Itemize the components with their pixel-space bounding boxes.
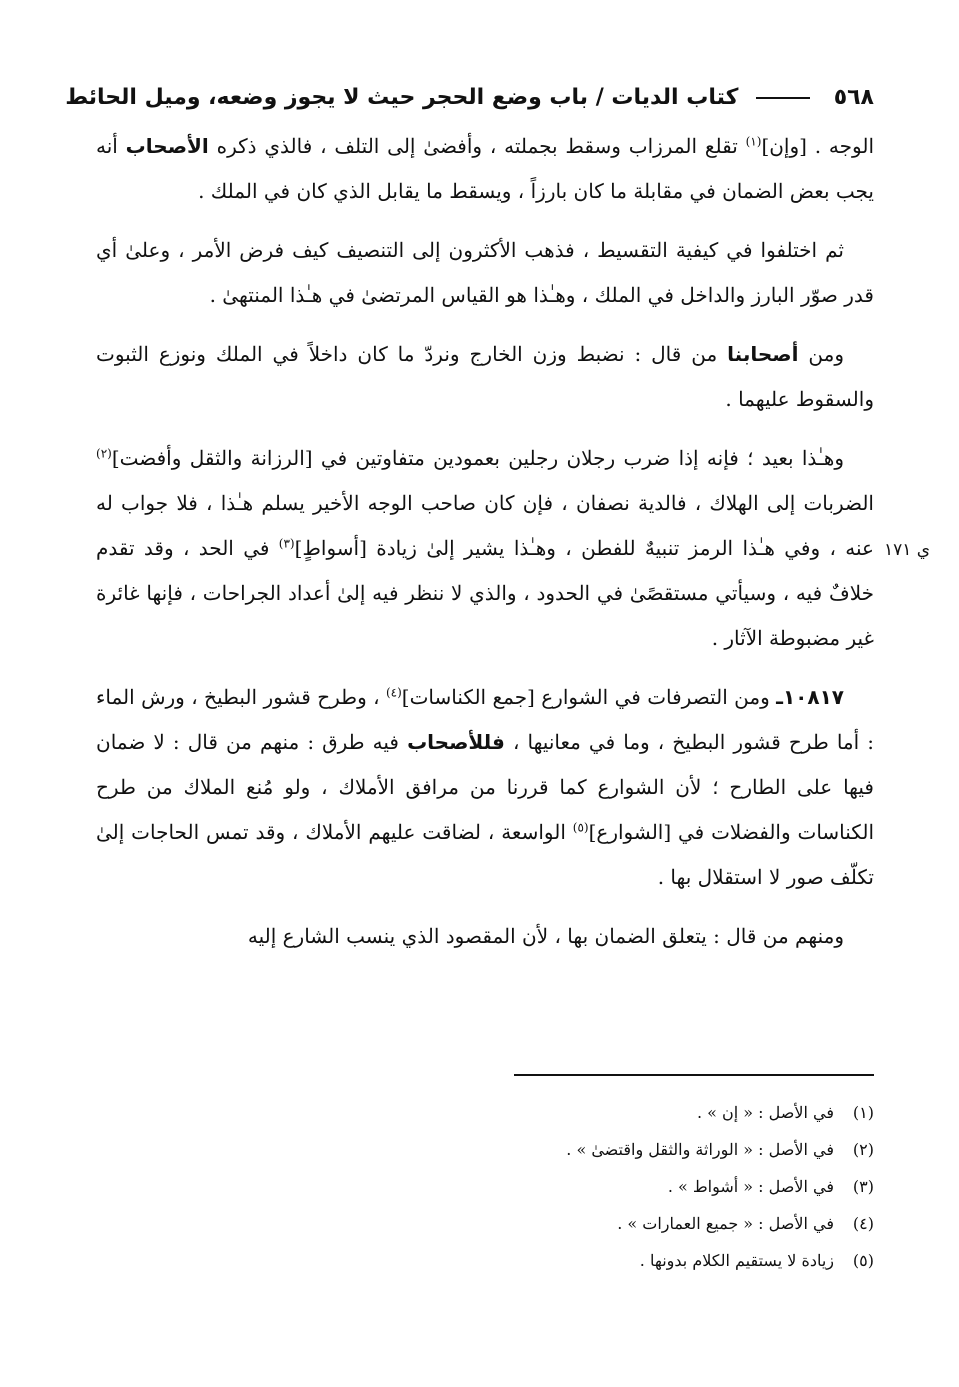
- running-title: كتاب الديات / باب وضع الحجر حيث لا يجوز وضعه، وميل الحائط: [65, 85, 739, 110]
- footnote-ref[interactable]: (٤): [385, 685, 402, 700]
- footnote-ref[interactable]: (٣): [278, 536, 295, 551]
- bold-term: الأصحاب: [125, 134, 209, 158]
- footnote-ref[interactable]: (٥): [572, 820, 589, 835]
- text-run: من قال : نضبط وزن الخارج ونردّ ما كان داخلاً في الملك ونوزع الثبوت والسقوط عليهما .: [96, 342, 874, 411]
- footnote-number: (٥): [852, 1251, 874, 1270]
- text-run: ثم اختلفوا في كيفية التقسيط ، فذهب الأكثرون إلى التنصيف كيف فرض الأمر ، وعلىٰ أي قدر صوّر البارز والداخل في الملك ، وهـٰذا هو القياس المرتضىٰ في هـٰذا المنتهىٰ .: [96, 238, 874, 307]
- bold-term: أصحابنا: [727, 342, 799, 366]
- footnotes: [300, 1094, 874, 1279]
- footnote-text: زيادة لا يستقيم الكلام بدونها .: [639, 1251, 834, 1270]
- footnote-item: [300, 1168, 874, 1205]
- paragraph-6: [96, 914, 874, 959]
- footnote-ref[interactable]: (١): [745, 134, 762, 149]
- footnote-number: (٤): [852, 1214, 874, 1233]
- footnote-separator: [514, 1074, 874, 1076]
- main-text: [96, 124, 874, 973]
- footnote-number: (١): [852, 1103, 874, 1122]
- footnote-text: في الأصل : « إن » .: [696, 1103, 834, 1122]
- text-run: ومن التصرفات في الشوارع [جمع الكناسات]: [401, 685, 777, 709]
- paragraph-5: [96, 675, 874, 900]
- text-run: وهـٰذا بعيد ؛ فإنه إذا ضرب رجلان رجلين بعمودين متفاوتين في [الرزانة والثقل وأفضت]: [111, 446, 844, 470]
- footnote-item: [300, 1242, 874, 1279]
- footnote-item: [300, 1094, 874, 1131]
- text-run: في الحد ، وقد تقدم خلافٌ فيه ، وسيأتي مستقصًىٰ في الحدود ، والذي لا ننظر فيه إلىٰ أعداد الجراحات ، فإنها غائرة غير مضبوطة الآثار .: [96, 536, 874, 650]
- running-header: [65, 78, 874, 118]
- paragraph-4: [96, 436, 874, 661]
- text-run: ومن: [798, 342, 845, 366]
- text-run: الواسعة ، لضاقت عليهم الأملاك ، وقد تمس الحاجات إلىٰ تكلّف صور لا استقلال بها .: [96, 820, 874, 889]
- paragraph-1: [96, 124, 874, 214]
- page-number: ٥٦٨: [833, 85, 874, 110]
- header-dash-rule: [756, 97, 810, 99]
- text-run: الوجه . [وإن]: [761, 134, 875, 158]
- text-run: تقلع المرزاب وسقط بجملته ، وأفضىٰ إلى التلف ، فالذي ذكره: [208, 134, 746, 158]
- section-number: ١٠٨١٧ـ: [776, 685, 844, 709]
- text-run: فيه طرق : منهم من قال : لا ضمان فيها على الطارح ؛ لأن الشوارع كما قررنا من مرافق الأملاك ، ولو مُنع الملاك من طرح الكناسات والفضلات في [الشوارع]: [96, 730, 875, 844]
- text-run: ومنهم من قال : يتعلق الضمان بها ، لأن المقصود الذي ينسب الشارع إليه: [247, 924, 844, 948]
- footnote-ref[interactable]: (٢): [96, 446, 112, 461]
- footnote-item: [300, 1131, 874, 1168]
- footnote-item: [300, 1205, 874, 1242]
- footnote-text: في الأصل : « جميع العمارات » .: [617, 1214, 834, 1233]
- text-run: ، وطرح قشور البطيخ ، ورش الماء : أما طرح قشور البطيخ ، وما في معانيها ،: [96, 685, 874, 754]
- margin-reference: ي ١٧١: [884, 540, 931, 560]
- paragraph-2: [96, 228, 874, 318]
- footnote-number: (٢): [852, 1140, 874, 1159]
- footnote-number: (٣): [852, 1177, 874, 1196]
- text-run: أنه يجب بعض الضمان في مقابلة ما كان بارزاً ، ويسقط ما يقابل الذي كان في الملك .: [96, 134, 874, 203]
- paragraph-3: [96, 332, 874, 422]
- bold-term: فللأصحاب: [407, 730, 505, 754]
- footnote-text: في الأصل : « أشواط » .: [667, 1177, 834, 1196]
- text-run: الضربات إلى الهلاك ، فالدية نصفان ، فإن كان صاحب الوجه الأخير يسلم هـٰذا ، فلا جواب له عنه ، وفي هـٰذا الرمز تنبيهٌ للفطن ، وهـٰذا يشير إلىٰ زيادة [أسواطٍ]: [96, 491, 874, 560]
- footnote-text: في الأصل : « الوراثة والثقل واقتضىٰ » .: [566, 1140, 834, 1159]
